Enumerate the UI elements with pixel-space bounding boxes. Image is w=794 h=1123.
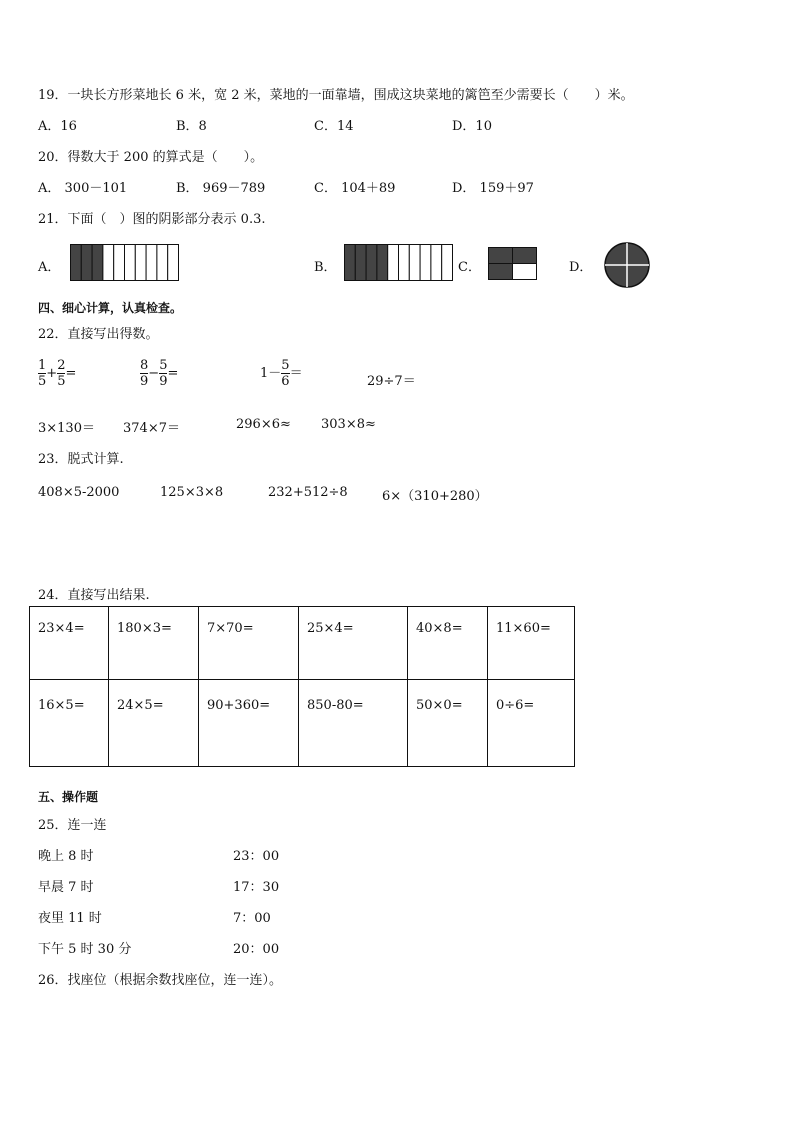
q21-figure-b-strip [344, 244, 454, 282]
q19-option-d: D．10 [452, 119, 492, 134]
section4-title: 四、细心计算，认真检查。 [38, 301, 183, 315]
q25-right-3: 7：00 [233, 911, 271, 926]
q23-item-3: 232+512÷8 [268, 485, 348, 500]
q22-f3-whole: 1－ [260, 366, 282, 381]
q25-right-2: 17：30 [233, 880, 280, 895]
q21-figure-d-circle [603, 241, 651, 289]
q22-calc-2: 374×7＝ [123, 421, 180, 436]
strip-cell-shaded [81, 245, 92, 281]
strip-cell [157, 245, 168, 281]
q24-cell: 16×5= [30, 680, 109, 767]
strip-cell [146, 245, 157, 281]
q24-cell: 23×4= [30, 607, 109, 680]
q22-f1-num1: 1 [38, 358, 47, 373]
strip-cell [168, 245, 179, 281]
q20-option-b: B． 969－789 [176, 181, 266, 196]
q19-option-b: B．8 [176, 119, 207, 134]
q25-left-1: 晚上 8 时 [38, 849, 94, 864]
strip-cell-shaded [71, 245, 82, 281]
q22-f1-den2: 5 [57, 374, 66, 389]
strip-cell [388, 245, 399, 281]
q21-text: 21．下面（ ）图的阴影部分表示 0.3. [38, 212, 266, 227]
q22-f1-op: + [46, 366, 58, 381]
q24-cell: 24×5= [109, 680, 199, 767]
q24-cell: 90+360= [199, 680, 299, 767]
q22-f3-den: 6 [281, 374, 290, 389]
q25-left-3: 夜里 11 时 [38, 911, 102, 926]
q22-f2-op: − [148, 366, 160, 381]
q24-cell: 50×0= [408, 680, 488, 767]
strip-cell-shaded [366, 245, 377, 281]
q22-f2-den1: 9 [140, 374, 149, 389]
q22-fraction-expr-1 [38, 358, 76, 389]
q22-f2-den2: 9 [159, 374, 168, 389]
q22-calc-1: 3×130＝ [38, 421, 95, 436]
q19-text: 19．一块长方形菜地长 6 米，宽 2 米，菜地的一面靠墙，围成这块菜地的篱笆至少需要长（ ）米。 [38, 88, 634, 103]
q25-left-2: 早晨 7 时 [38, 880, 94, 895]
q24-row-2 [30, 680, 575, 767]
strip-cell [431, 245, 442, 281]
q22-f1-den1: 5 [38, 374, 47, 389]
q19-option-a: A．16 [38, 119, 77, 134]
q21-figure-a-strip [70, 244, 180, 282]
q23-text: 23．脱式计算. [38, 452, 124, 467]
q26-text: 26．找座位（根据余数找座位，连一连）。 [38, 973, 283, 988]
q22-f2-num2: 5 [159, 358, 168, 373]
strip-cell [103, 245, 114, 281]
q24-cell: 0÷6= [488, 680, 575, 767]
q25-text: 25．连一连 [38, 818, 107, 833]
q21-label-b: B． [314, 260, 337, 275]
q22-fraction-expr-3 [260, 358, 303, 389]
q24-cell: 40×8= [408, 607, 488, 680]
strip-cell-shaded [355, 245, 366, 281]
strip-cell [125, 245, 136, 281]
q22-division: 29÷7＝ [367, 374, 416, 389]
section5-title: 五、操作题 [38, 790, 99, 804]
q24-text: 24．直接写出结果. [38, 588, 150, 603]
q22-f3-num: 5 [281, 358, 290, 373]
q24-cell: 850-80= [299, 680, 408, 767]
strip-cell-shaded [377, 245, 388, 281]
q24-cell: 7×70= [199, 607, 299, 680]
strip-cell [135, 245, 146, 281]
q23-item-1: 408×5-2000 [38, 485, 120, 500]
q22-calc-4: 303×8≈ [321, 417, 376, 432]
q22-f1-eq: = [65, 366, 77, 381]
q24-cell: 11×60= [488, 607, 575, 680]
strip-cell-shaded [345, 245, 356, 281]
q23-item-2: 125×3×8 [160, 485, 224, 500]
q25-right-1: 23：00 [233, 849, 280, 864]
q22-f2-num1: 8 [140, 358, 149, 373]
q21-label-d: D． [569, 260, 593, 275]
q22-fraction-expr-2 [140, 358, 178, 389]
q22-f3-eq: ＝ [289, 366, 303, 381]
strip-cell [409, 245, 420, 281]
q20-text: 20．得数大于 200 的算式是（ ）。 [38, 150, 264, 165]
q20-option-c: C． 104＋89 [314, 181, 396, 196]
q24-row-1 [30, 607, 575, 680]
q22-calc-3: 296×6≈ [236, 417, 291, 432]
q22-f2-eq: = [167, 366, 179, 381]
q21-label-c: C． [458, 260, 481, 275]
q23-item-4: 6×（310+280） [382, 489, 488, 504]
q25-left-4: 下午 5 时 30 分 [38, 942, 132, 957]
q22-text: 22．直接写出得数。 [38, 327, 159, 342]
strip-cell [420, 245, 431, 281]
q24-table [29, 606, 575, 767]
q22-f1-num2: 2 [57, 358, 66, 373]
strip-cell [114, 245, 125, 281]
q20-option-d: D． 159＋97 [452, 181, 534, 196]
q20-option-a: A． 300－101 [38, 181, 128, 196]
q21-figure-c-square [488, 247, 538, 280]
q24-cell: 25×4= [299, 607, 408, 680]
strip-cell [442, 245, 453, 281]
q21-label-a: A． [38, 260, 61, 275]
q25-right-4: 20：00 [233, 942, 280, 957]
strip-cell-shaded [92, 245, 103, 281]
q24-cell: 180×3= [109, 607, 199, 680]
q19-option-c: C．14 [314, 119, 354, 134]
strip-cell [399, 245, 410, 281]
